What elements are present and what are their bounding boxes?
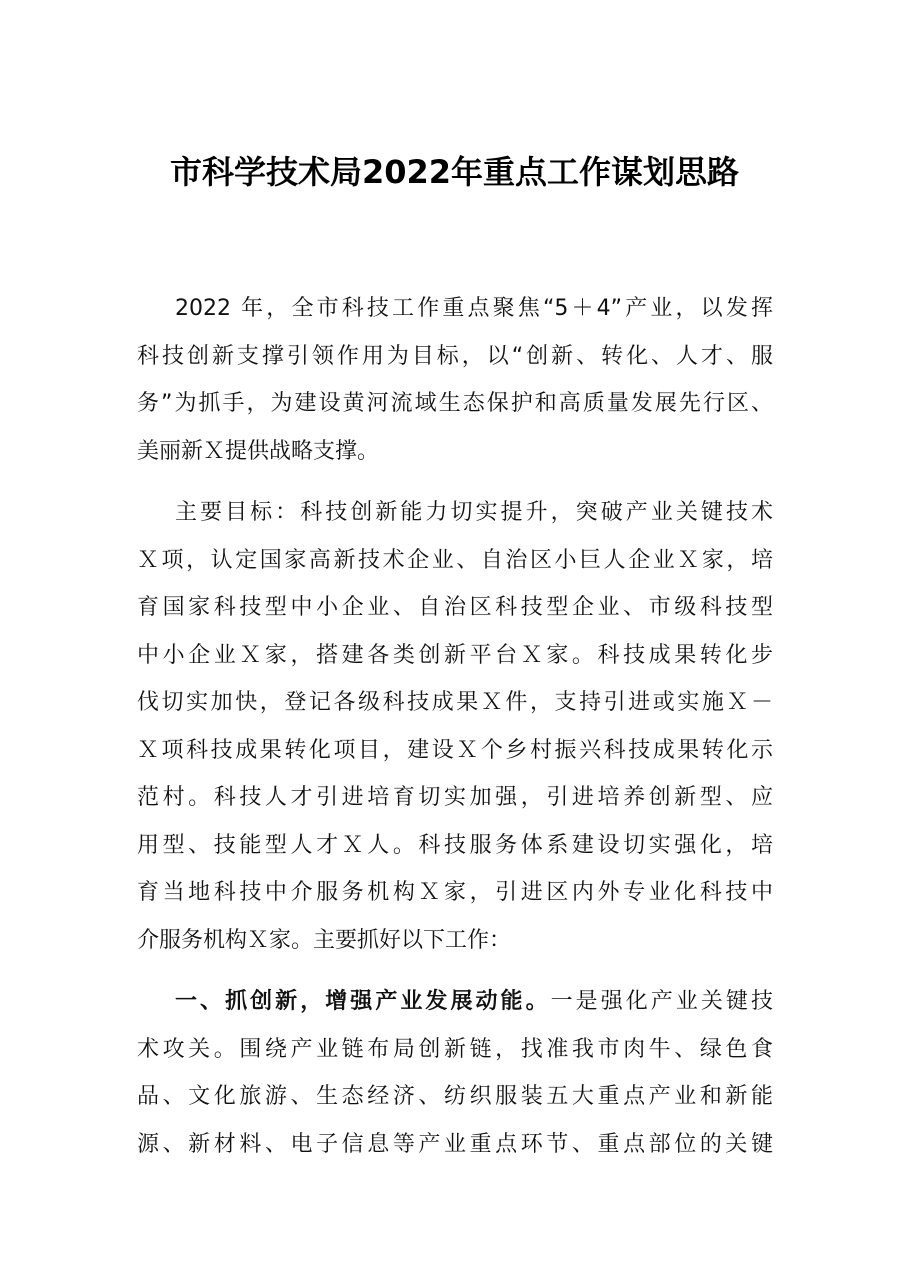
paragraph-line: 介服务机构Ｘ家。主要抓好以下工作： bbox=[137, 927, 512, 953]
paragraph-line: 育国家科技型中小企业、自治区科技型企业、市级科技型 bbox=[137, 595, 773, 620]
paragraph-gap bbox=[137, 475, 773, 489]
paragraph-line: 源、新材料、电子信息等产业重点环节、重点部位的关键 bbox=[137, 1131, 773, 1157]
section-heading: 一、抓创新，增强产业发展动能。 bbox=[175, 989, 551, 1014]
paragraph-line: 伐切实加快，登记各级科技成果Ｘ件，支持引进或实施Ｘ－ bbox=[137, 690, 773, 715]
paragraph-line: 育当地科技中介服务机构Ｘ家，引进区内外专业化科技中 bbox=[137, 880, 773, 905]
paragraph-line: 品、文化旅游、生态经济、纺织服装五大重点产业和新能 bbox=[137, 1084, 773, 1109]
document-title: 市科学技术局2022年重点工作谋划思路 bbox=[169, 153, 740, 191]
paragraph-3 bbox=[137, 978, 773, 1168]
paragraph-line: 术攻关。围绕产业链布局创新链，找准我市肉牛、绿色食 bbox=[137, 1036, 773, 1062]
paragraph-line: 科技创新支撑引领作用为目标，以“创新、转化、人才、服 bbox=[137, 343, 773, 369]
paragraph-gap bbox=[137, 964, 773, 978]
paragraph-line: Ｘ项，认定国家高新技术企业、自治区小巨人企业Ｘ家，培 bbox=[137, 547, 773, 573]
paragraph-line: 美丽新Ｘ提供战略支撑。 bbox=[137, 438, 380, 464]
paragraph-line: 务”为抓手，为建设黄河流域生态保护和高质量发展先行区、 bbox=[137, 391, 773, 416]
paragraph-line: Ｘ项科技成果转化项目，建设Ｘ个乡村振兴科技成果转化示 bbox=[137, 737, 773, 763]
paragraph-line: 用型、技能型人才Ｘ人。科技服务体系建设切实强化，培 bbox=[137, 832, 773, 858]
paragraph-line bbox=[137, 978, 773, 1026]
paragraph-line: 范村。科技人才引进培育切实加强，引进培养创新型、应 bbox=[137, 785, 773, 810]
paragraph-2 bbox=[137, 489, 773, 964]
document-body bbox=[137, 285, 773, 1168]
paragraph-text: 一是强化产业关键技 bbox=[550, 989, 773, 1014]
paragraph-line: 2022 年，全市科技工作重点聚焦“5＋4”产业，以发挥 bbox=[175, 296, 773, 321]
paragraph-line: 主要目标：科技创新能力切实提升，突破产业关键技术 bbox=[175, 500, 773, 525]
paragraph-line: 中小企业Ｘ家，搭建各类创新平台Ｘ家。科技成果转化步 bbox=[137, 642, 773, 668]
paragraph-1 bbox=[137, 285, 773, 475]
